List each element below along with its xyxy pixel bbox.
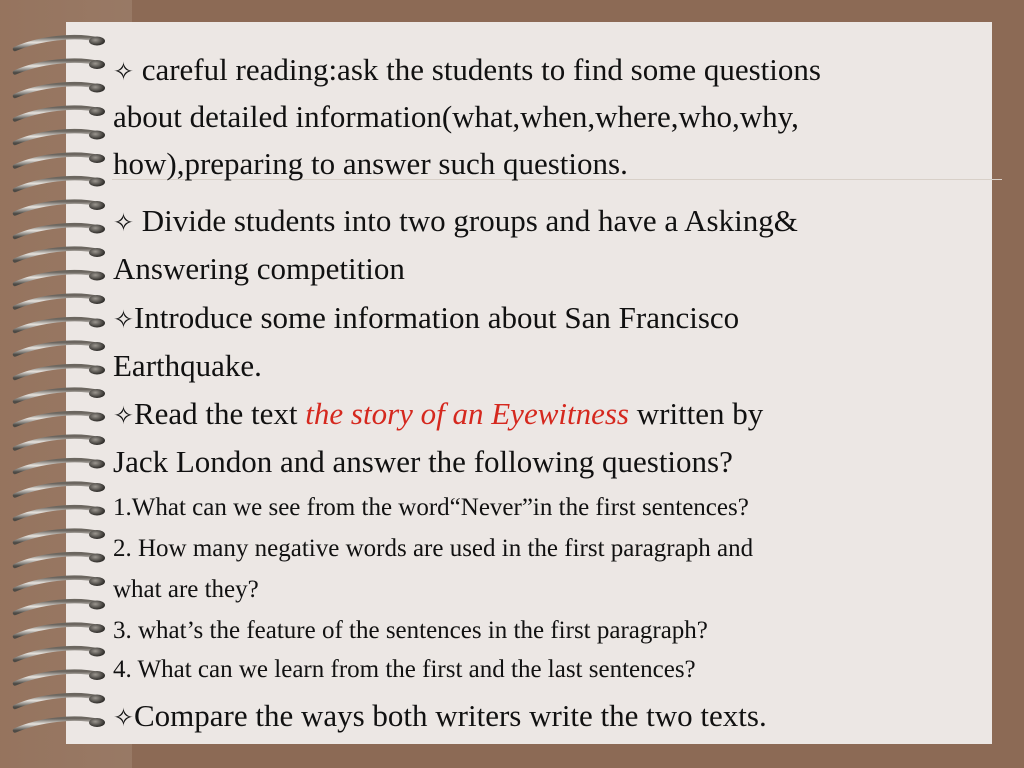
binding-ring: [15, 37, 100, 49]
binding-hole: [89, 624, 105, 633]
bullet-careful-reading-line-3: how),preparing to answer such questions.: [113, 146, 628, 181]
binding-ring: [15, 554, 100, 566]
binding-hole: [89, 154, 105, 163]
bullet-compare: [113, 692, 767, 742]
binding-ring: [15, 225, 100, 237]
binding-ring: [15, 437, 100, 449]
binding-ring: [15, 272, 100, 284]
binding-ring: [15, 719, 100, 731]
binding-hole: [89, 718, 105, 727]
binding-ring: [15, 648, 100, 660]
binding-hole: [89, 483, 105, 492]
bullet-read-line-1: [113, 390, 763, 440]
binding-hole: [89, 248, 105, 257]
star-bullet-icon: ✧: [113, 703, 134, 732]
binding-ring: [15, 61, 100, 73]
binding-ring: [15, 155, 100, 167]
binding-hole: [89, 671, 105, 680]
binding-hole: [89, 60, 105, 69]
question-4: 4. What can we learn from the first and the last sentences?: [113, 656, 696, 683]
binding-hole: [89, 319, 105, 328]
question-1: 1.What can we see from the word“Never”in the first sentences?: [113, 494, 749, 521]
binding-ring: [15, 672, 100, 684]
binding-ring: [15, 507, 100, 519]
question-3: 3. what’s the feature of the sentences in the first paragraph?: [113, 617, 708, 644]
bullet-careful-reading-line-2: about detailed information(what,when,where,who,why,: [113, 99, 799, 134]
bullet-introduce-line-2: Earthquake.: [113, 348, 262, 383]
binding-hole: [89, 460, 105, 469]
binding-hole: [89, 131, 105, 140]
star-bullet-icon: ✧: [113, 57, 134, 86]
bullet-careful-reading-line-1: [113, 46, 821, 96]
binding-hole: [89, 272, 105, 281]
binding-hole: [89, 342, 105, 351]
bullet-divide-line-2: Answering competition: [113, 251, 405, 286]
read-prefix: Read the text: [133, 396, 306, 431]
bullet-read-line-2: Jack London and answer the following questions?: [113, 444, 733, 479]
binding-ring: [15, 390, 100, 402]
binding-hole: [89, 413, 105, 422]
binding-hole: [89, 107, 105, 116]
binding-ring: [15, 601, 100, 613]
compare-text: Compare the ways both writers write the two texts.: [133, 698, 767, 733]
bullet-divide-line-1: [113, 197, 798, 247]
binding-hole: [89, 695, 105, 704]
binding-hole: [89, 577, 105, 586]
binding-hole: [89, 554, 105, 563]
star-bullet-icon: ✧: [113, 305, 134, 334]
binding-hole: [89, 178, 105, 187]
binding-ring: [15, 84, 100, 96]
binding-hole: [89, 295, 105, 304]
binding-ring: [15, 695, 100, 707]
binding-hole: [89, 389, 105, 398]
binding-hole: [89, 225, 105, 234]
binding-ring: [15, 460, 100, 472]
question-2-line-1: 2. How many negative words are used in the first paragraph and: [113, 535, 754, 562]
binding-hole: [89, 201, 105, 210]
star-bullet-icon: ✧: [113, 208, 134, 237]
divide-text-1: Divide students into two groups and have a Asking&: [141, 203, 798, 238]
binding-hole: [89, 601, 105, 610]
binding-ring: [15, 178, 100, 190]
introduce-text-1: Introduce some information about San Francisco: [133, 300, 740, 335]
binding-ring: [15, 366, 100, 378]
binding-hole: [89, 84, 105, 93]
binding-ring: [15, 319, 100, 331]
question-2-line-2: what are they?: [113, 576, 259, 603]
binding-ring: [15, 296, 100, 308]
read-suffix: written by: [629, 396, 764, 431]
binding-ring: [15, 108, 100, 120]
star-bullet-icon: ✧: [113, 401, 134, 430]
binding-ring: [15, 578, 100, 590]
binding-ring: [15, 249, 100, 261]
binding-hole: [89, 507, 105, 516]
story-title: the story of an Eyewitness: [305, 396, 629, 431]
binding-hole: [89, 530, 105, 539]
binding-ring: [15, 625, 100, 637]
binding-hole: [89, 37, 105, 46]
binding-ring: [15, 484, 100, 496]
binding-ring: [15, 531, 100, 543]
binding-ring: [15, 131, 100, 143]
binding-hole: [89, 648, 105, 657]
careful-reading-text-1: careful reading:ask the students to find some questions: [141, 52, 821, 87]
binding-ring: [15, 202, 100, 214]
binding-ring: [15, 343, 100, 355]
bullet-introduce-line-1: [113, 294, 739, 344]
binding-hole: [89, 366, 105, 375]
binding-hole: [89, 436, 105, 445]
spiral-binding: [0, 0, 130, 768]
binding-ring: [15, 413, 100, 425]
